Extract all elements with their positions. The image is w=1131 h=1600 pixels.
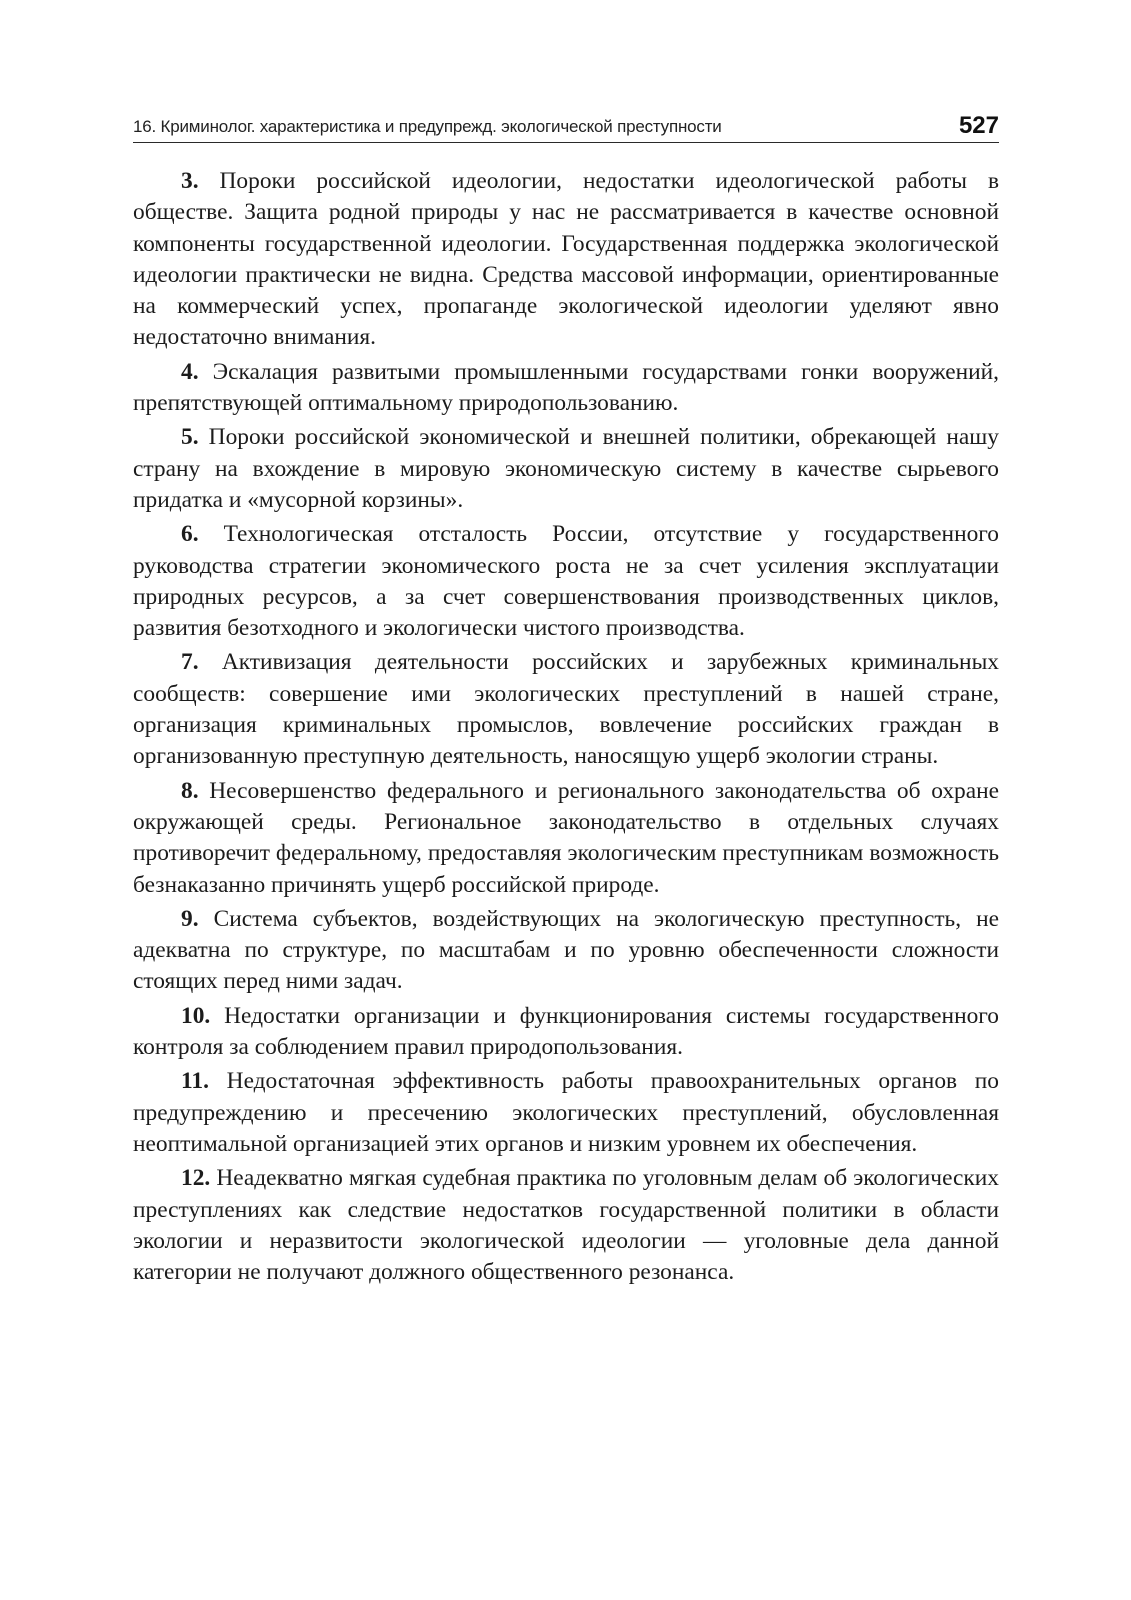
item-number: 12. <box>181 1165 211 1192</box>
paragraph-text: Пороки российской экономической и внешней политики, обрекающей нашу страну на вхождение в мировую экономическую систему в качестве сырьевого придатка и «мусорной корзины». <box>133 424 999 513</box>
item-number: 6. <box>181 521 199 548</box>
item-number: 11. <box>181 1068 209 1095</box>
paragraph-9 <box>133 904 999 998</box>
paragraph-4 <box>133 357 999 420</box>
item-number: 8. <box>181 777 199 804</box>
paragraph-text: Несовершенство федерального и регионального законодательства об охране окружающей среды. Региональное законодательство в отдельных случаях противоречит федеральному, предоставляя экологическим преступникам возможность безнаказанно причинять ущерб российской природе. <box>133 777 999 898</box>
paragraph-8 <box>133 776 999 901</box>
item-number: 7. <box>181 649 199 676</box>
item-number: 4. <box>181 358 199 385</box>
page-number: 527 <box>958 112 999 139</box>
item-number: 3. <box>181 168 199 194</box>
paragraph-text: Пороки российской идеологии, недостатки идеологической работы в обществе. Защита родной природы у нас не рассматривается в качестве основной компоненты государственной идеологии. Государственная поддержка экологической идеологии практически не видна. Средства массовой информации, ориентированные на коммерческий успех, пропаганде экологической идеологии уделяют явно недостаточно внимания. <box>133 168 999 351</box>
running-header <box>133 112 999 143</box>
item-number: 10. <box>181 1002 211 1029</box>
paragraph-text: Система субъектов, воздействующих на экологическую преступность, не адекватна по структуре, по масштабам и по уровню обеспеченности сложности стоящих перед ними задач. <box>133 905 999 995</box>
paragraph-text: Эскалация развитыми промышленными государствами гонки вооружений, препятствующей оптимальному природопользованию. <box>133 358 999 417</box>
paragraph-6 <box>133 519 999 644</box>
paragraph-text: Недостаточная эффективность работы правоохранительных органов по предупреждению и пресечению экологических преступлений, обусловленная неоптимальной организацией этих органов и низким уровнем их обеспечения. <box>133 1068 999 1157</box>
running-title: 16. Криминолог. характеристика и предупрежд. экологической преступности <box>133 117 722 136</box>
paragraph-7 <box>133 647 999 772</box>
paragraph-12 <box>133 1163 999 1288</box>
paragraph-text: Неадекватно мягкая судебная практика по уголовным делам об экологических преступлениях как следствие недостатков государственной политики в области экологии и неразвитости экологической идеологии — уголовные дела данной категории не получают должного общественного резонанса. <box>133 1165 999 1286</box>
paragraph-10 <box>133 1001 999 1064</box>
paragraph-text: Технологическая отсталость России, отсутствие у государственного руководства стратегии экономического роста не за счет усиления эксплуатации природных ресурсов, а за счет совершенствования производственных циклов, развития безотходного и экологически чистого производства. <box>133 521 999 642</box>
body-text <box>133 166 999 1291</box>
paragraph-11 <box>133 1066 999 1160</box>
paragraph-5 <box>133 422 999 516</box>
item-number: 9. <box>181 905 199 932</box>
paragraph-text: Активизация деятельности российских и зарубежных криминальных сообществ: совершение ими экологических преступлений в нашей стране, организация криминальных промыслов, вовлечение российских граждан в организованную преступную деятельность, наносящую ущерб экологии страны. <box>133 649 999 770</box>
item-number: 5. <box>181 424 199 451</box>
paragraph-text: Недостатки организации и функционирования системы государственного контроля за соблюдением правил природопользования. <box>133 1002 999 1061</box>
paragraph-3 <box>133 166 999 354</box>
